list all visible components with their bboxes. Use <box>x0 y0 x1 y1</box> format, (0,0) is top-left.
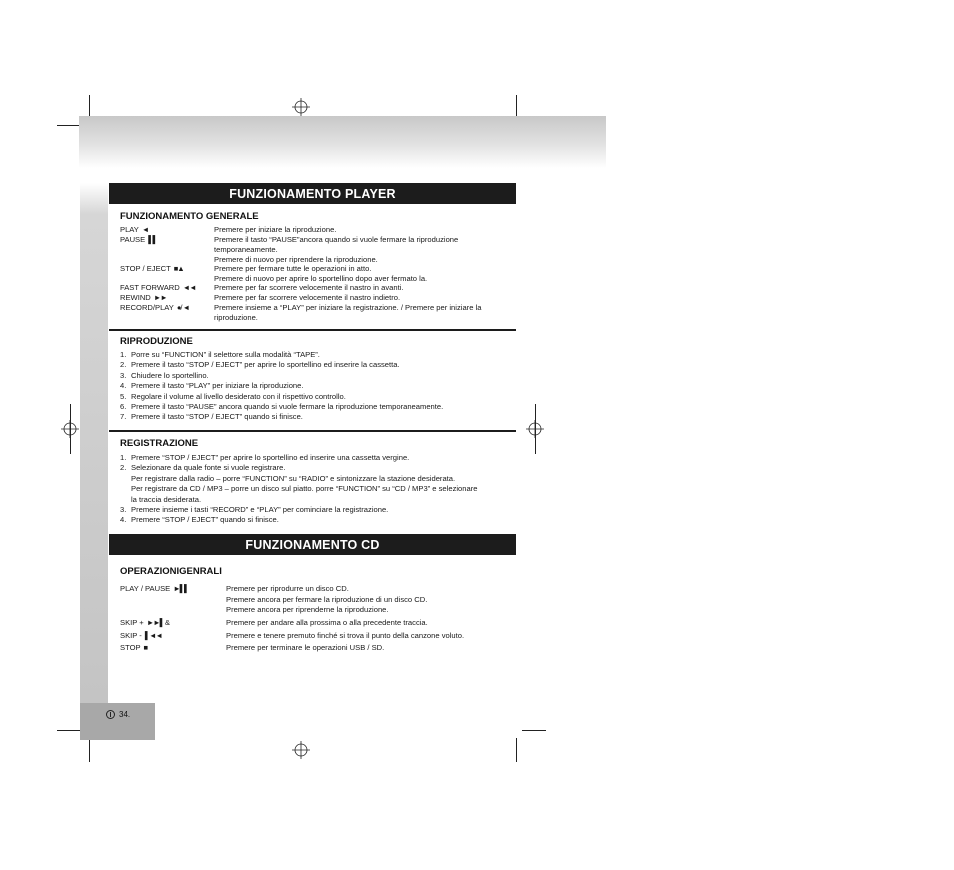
control-description: Premere per riprodurre un disco CD. <box>226 584 349 593</box>
registration-mark-icon <box>292 98 310 116</box>
control-label <box>120 631 162 641</box>
step-text: la traccia desiderata. <box>131 494 202 504</box>
step-item <box>120 381 303 391</box>
page-number: 34. <box>106 710 130 719</box>
control-label <box>120 293 167 303</box>
step-number: 3. <box>120 505 127 514</box>
section-header-cd: FUNZIONAMENTO CD <box>109 534 516 555</box>
step-text: Premere il tasto “PLAY” per iniziare la riproduzione. <box>131 381 304 391</box>
footer-block <box>80 703 155 740</box>
step-number: 2. <box>120 360 127 370</box>
control-symbol-icon: ►► <box>153 293 167 302</box>
control-label-text: SKIP + <box>120 618 144 627</box>
control-label-text: SKIP - <box>120 631 142 640</box>
crop-mark <box>57 730 81 731</box>
step-item <box>120 402 443 412</box>
step-text: Premere “STOP / EJECT” per aprire lo sportellino ed inserire una cassetta vergine. <box>131 453 410 462</box>
step-item <box>120 495 201 505</box>
control-symbol-icon: ►►▌ & <box>146 618 169 627</box>
crop-mark <box>516 738 517 762</box>
control-symbol-icon: ▌▌ <box>148 235 157 244</box>
step-text: Per registrare dalla radio – porre “FUNCTION” su “RADIO” e sintonizzare la stazione desiderata. <box>131 473 456 483</box>
subheading-operazioni: OPERAZIONIGENRALI <box>120 566 222 577</box>
language-icon <box>106 710 115 719</box>
step-item <box>120 505 388 515</box>
control-symbol-icon: ◄◄ <box>182 283 196 292</box>
control-label-text: RECORD/PLAY <box>120 303 174 312</box>
subheading-generale: FUNZIONAMENTO GENERALE <box>120 211 259 222</box>
step-item <box>120 350 320 360</box>
section-divider <box>109 430 516 432</box>
section-divider <box>109 329 516 331</box>
registration-mark-icon <box>292 741 310 759</box>
step-text: Premere il tasto “STOP / EJECT” per aprire lo sportellino ed inserire la cassetta. <box>131 360 400 370</box>
control-description: temporaneamente. <box>214 244 278 254</box>
step-text: Premere il tasto “STOP / EJECT” quando si finisce. <box>131 412 303 422</box>
step-item <box>120 515 279 525</box>
step-item <box>120 463 286 473</box>
control-label-text: PLAY <box>120 225 139 234</box>
step-text: Chiudere lo sportellino. <box>131 370 209 380</box>
step-item <box>120 484 477 494</box>
control-symbol-icon: ►▌▌ <box>173 584 189 593</box>
control-description: Premere per far scorrere velocemente il nastro in avanti. <box>214 283 404 292</box>
control-description: Premere e tenere premuto finché si trova il punto della canzone voluto. <box>226 631 465 640</box>
step-number: 4. <box>120 381 127 391</box>
step-text: Premere “STOP / EJECT” quando si finisce. <box>131 515 279 525</box>
control-symbol-icon: ◄ <box>141 225 149 234</box>
step-number: 7. <box>120 412 127 422</box>
control-label <box>120 264 184 274</box>
step-item <box>120 392 346 402</box>
step-number: 1. <box>120 350 127 359</box>
control-label <box>120 618 169 628</box>
control-symbol-icon: ■ <box>143 643 148 652</box>
control-label <box>120 235 157 245</box>
control-symbol-icon: ●/ ◄ <box>176 303 189 312</box>
step-item <box>120 474 455 484</box>
header-gradient-band <box>79 116 606 168</box>
step-text: Premere insieme i tasti “RECORD” e “PLAY” per cominciare la registrazione. <box>131 505 389 514</box>
step-text: Regolare il volume al livello desiderato con il rispettivo controllo. <box>131 391 346 401</box>
step-text: Per registrare da CD / MP3 – porre un disco sul piatto. porre “FUNCTION” su “CD / MP3” e selezionare <box>131 484 478 494</box>
control-description: Premere per andare alla prossima o alla precedente traccia. <box>226 618 428 627</box>
crop-mark <box>535 404 536 454</box>
step-item <box>120 412 303 422</box>
step-number: 4. <box>120 515 127 525</box>
control-label <box>120 225 148 235</box>
subheading-riproduzione: RIPRODUZIONE <box>120 336 193 347</box>
control-label-text: REWIND <box>120 293 151 302</box>
control-symbol-icon: ▌◄◄ <box>144 631 162 640</box>
crop-mark <box>70 404 71 454</box>
control-description: Premere per fermare tutte le operazioni in atto. <box>214 264 372 273</box>
section-header-player: FUNZIONAMENTO PLAYER <box>109 183 516 204</box>
crop-mark <box>57 125 81 126</box>
control-description: Premere ancora per fermare la riproduzione di un disco CD. <box>226 594 428 604</box>
control-description: Premere il tasto “PAUSE”ancora quando si vuole fermare la riproduzione <box>214 235 459 244</box>
control-label <box>120 283 196 293</box>
control-description: Premere di nuovo per riprendere la riproduzione. <box>214 254 378 264</box>
step-number: 5. <box>120 391 127 401</box>
step-number: 3. <box>120 370 127 380</box>
control-description: Premere di nuovo per aprire lo sportellino dopo aver fermato la. <box>214 273 428 283</box>
step-text: Premere il tasto “PAUSE” ancora quando si vuole fermare la riproduzione temporaneamente. <box>131 402 444 411</box>
control-description: Premere ancora per riprenderne la riproduzione. <box>226 605 389 615</box>
control-label-text: STOP <box>120 643 141 652</box>
step-item <box>120 453 409 463</box>
control-description: Premere per far scorrere velocemente il nastro indietro. <box>214 293 401 302</box>
control-label-text: PAUSE <box>120 235 146 244</box>
crop-mark <box>89 738 90 762</box>
control-description: Premere per iniziare la riproduzione. <box>214 225 337 234</box>
control-label <box>120 584 188 594</box>
step-number: 1. <box>120 453 127 462</box>
step-text: Selezionare da quale fonte si vuole registrare. <box>131 463 286 473</box>
control-description: riproduzione. <box>214 312 258 322</box>
step-text: Porre su “FUNCTION” il selettore sulla modalità “TAPE”. <box>131 350 320 359</box>
step-number: 2. <box>120 463 127 473</box>
control-description: Premere per terminare le operazioni USB / SD. <box>226 643 385 652</box>
step-number: 6. <box>120 402 127 411</box>
control-label-text: STOP / EJECT <box>120 264 171 273</box>
step-item <box>120 371 209 381</box>
control-label <box>120 643 147 653</box>
step-item <box>120 360 400 370</box>
control-label-text: FAST FORWARD <box>120 283 180 292</box>
control-symbol-icon: ■▲ <box>173 264 184 273</box>
subheading-registrazione: REGISTRAZIONE <box>120 438 199 449</box>
crop-mark <box>522 730 546 731</box>
control-description: Premere insieme a “PLAY” per iniziare la registrazione. / Premere per iniziare la <box>214 303 482 312</box>
control-label <box>120 303 189 313</box>
control-label-text: PLAY / PAUSE <box>120 584 171 593</box>
side-bar <box>80 183 108 703</box>
